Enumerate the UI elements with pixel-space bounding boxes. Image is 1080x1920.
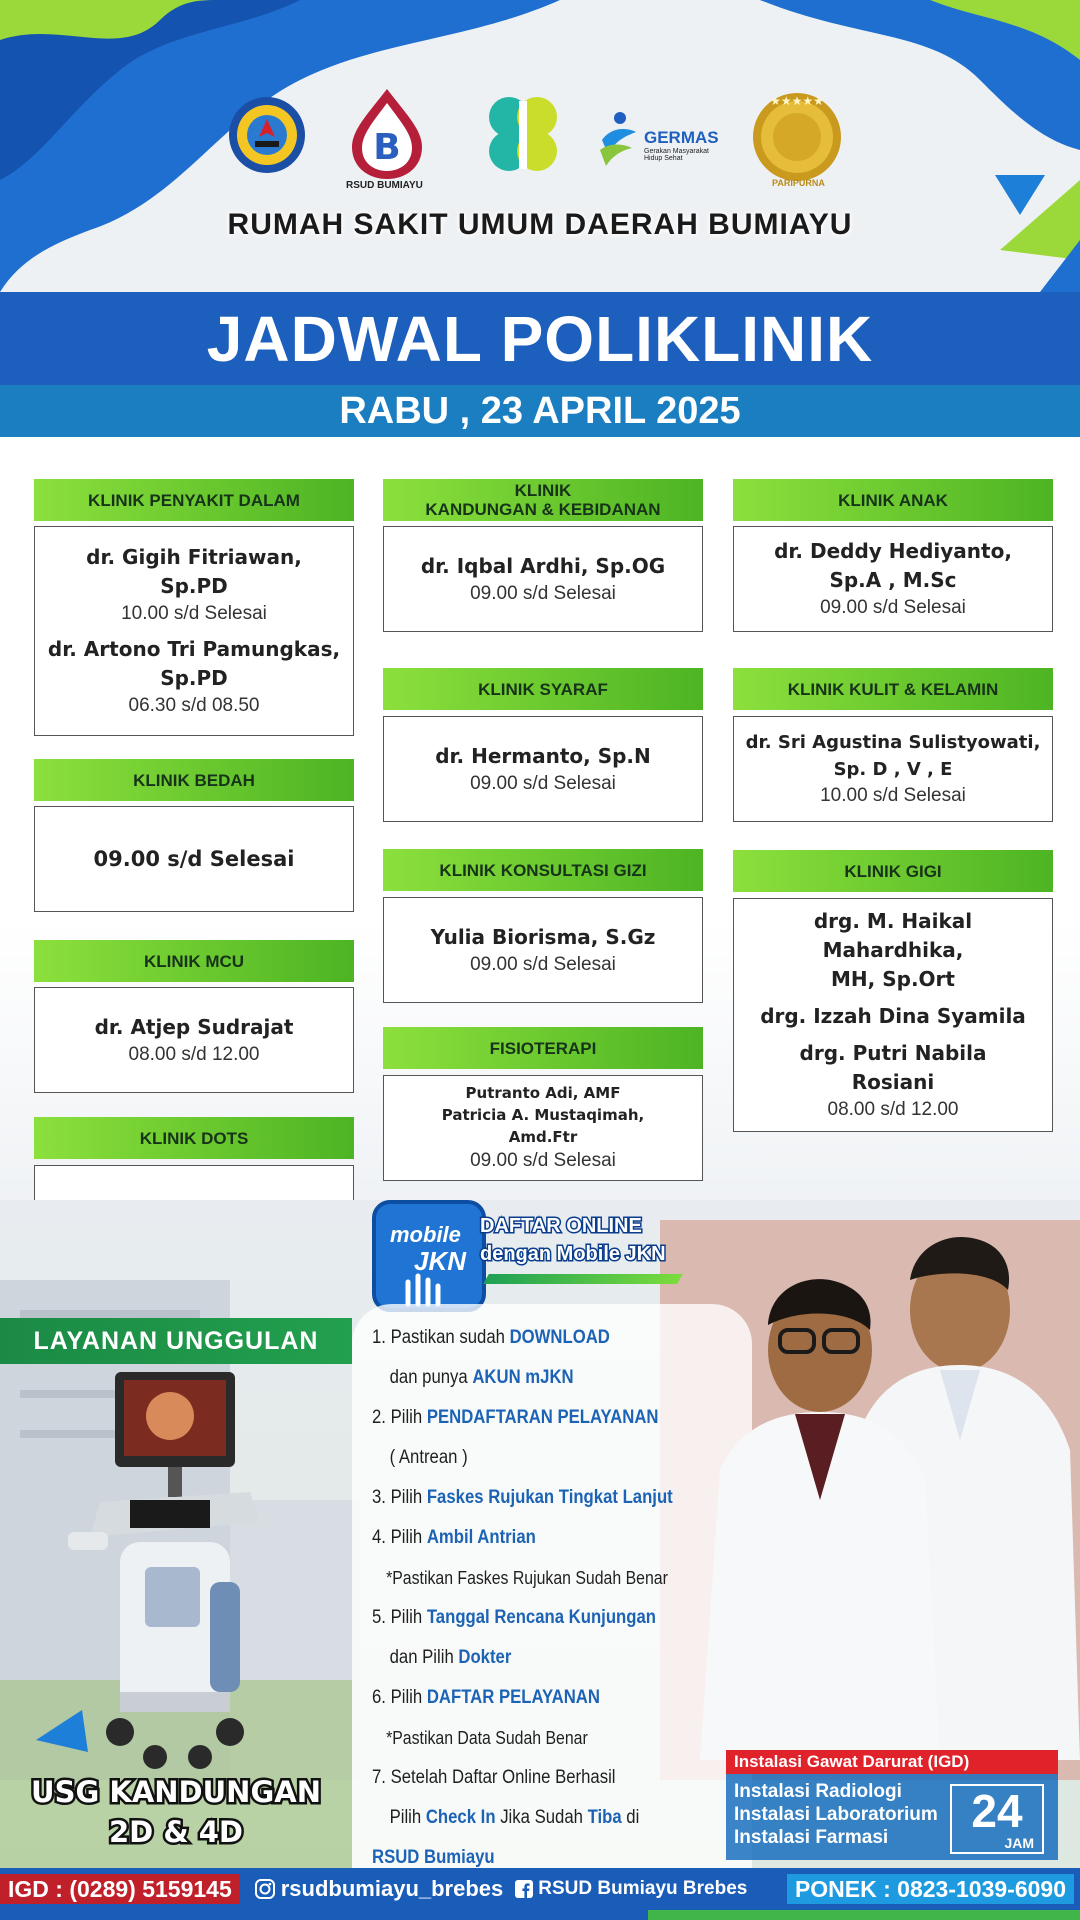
doctor-name: dr. Hermanto, Sp.N — [435, 743, 651, 768]
doctor-name: dr. Gigih Fitriawan, — [86, 545, 302, 569]
installation-list: Instalasi Radiologi Instalasi Laboratorium Instalasi Farmasi — [734, 1781, 938, 1848]
clinic-header-kulit: KLINIK KULIT & KELAMIN — [733, 668, 1053, 710]
registration-steps — [372, 1318, 706, 1868]
schedule-time: 10.00 s/d Selesai — [121, 603, 267, 624]
igd-panel-header: Instalasi Gawat Darurat (IGD) — [726, 1750, 1058, 1774]
clinic-header-fisioterapi: FISIOTERAPI — [383, 1027, 703, 1069]
schedule-time: 09.00 s/d Selesai — [470, 953, 616, 975]
step-line: Pilih Check In Jika Sudah Tiba di — [389, 1807, 640, 1828]
doctor-name: drg. Putri Nabila — [799, 1041, 987, 1065]
clinic-card-syaraf — [383, 716, 703, 822]
step-note: *Pastikan Faskes Rujukan Sudah Benar — [386, 1568, 668, 1588]
schedule-time: 09.00 s/d Selesai — [470, 582, 616, 604]
step-line: dan punya AKUN mJKN — [389, 1367, 574, 1388]
page-title: JADWAL POLIKLINIK — [206, 302, 874, 375]
doctor-name: dr. Artono Tri Pamungkas, — [47, 637, 341, 661]
schedule-time: 09.00 s/d Selesai — [470, 772, 616, 794]
step-line: 2. Pilih PENDAFTARAN PELAYANAN — [372, 1407, 659, 1428]
clinic-header-bedah: KLINIK BEDAH — [34, 759, 354, 801]
clinic-card-anak — [733, 526, 1053, 632]
doctor-name: drg. M. Haikal Mahardhika, — [813, 909, 973, 962]
clinic-card-bedah — [34, 806, 354, 912]
staff-name: Putranto Adi, AMF — [465, 1084, 621, 1102]
step-line: ( Antrean ) — [389, 1447, 468, 1468]
doctors-photo — [690, 1200, 1080, 1760]
doctor-name: Yulia Biorisma, S.Gz — [430, 924, 656, 949]
instagram-handle: rsudbumiayu_brebes — [254, 1876, 504, 1902]
schedule-date: RABU , 23 APRIL 2025 — [339, 389, 741, 432]
bottom-section — [0, 1200, 1080, 1868]
facebook-icon — [515, 1880, 533, 1898]
clinic-card-gigi — [733, 898, 1053, 1132]
doctor-name: dr. Atjep Sudrajat — [94, 1014, 294, 1039]
step-line: 4. Pilih Ambil Antrian — [372, 1527, 536, 1548]
svg-text:B: B — [373, 127, 401, 168]
step-line: 7. Setelah Daftar Online Berhasil — [372, 1767, 616, 1788]
clinic-header-mcu: KLINIK MCU — [34, 940, 354, 982]
step-line: 6. Pilih DAFTAR PELAYANAN — [372, 1687, 600, 1708]
facebook-page: RSUD Bumiayu Brebes — [515, 1878, 747, 1900]
step-line: 3. Pilih Faskes Rujukan Tingkat Lanjut — [372, 1487, 673, 1508]
doctor-title: Sp.A , M.Sc — [829, 568, 957, 592]
clinic-card-kandungan — [383, 526, 703, 632]
clinic-header-gigi: KLINIK GIGI — [733, 850, 1053, 892]
usg-caption: USG KANDUNGAN 2D & 4D — [31, 1775, 321, 1849]
clinic-card-mcu — [34, 987, 354, 1093]
ultrasound-machine-icon — [60, 1372, 300, 1772]
hours-badge: 24 JAM — [950, 1784, 1044, 1854]
hand-tap-icon — [400, 1268, 460, 1308]
doctor-name: dr. Iqbal Ardhi, Sp.OG — [420, 553, 666, 578]
regency-emblem-icon — [212, 80, 322, 190]
header — [0, 0, 1080, 292]
footer-stripe — [0, 1910, 1080, 1920]
mobile-jkn-logo-icon: mobile JKN — [372, 1200, 486, 1312]
schedule-time: 08.00 s/d 12.00 — [128, 1043, 260, 1065]
svg-text:★★★★★: ★★★★★ — [770, 94, 824, 108]
clinic-header-anak: KLINIK ANAK — [733, 479, 1053, 521]
doctor-title: Sp. D , V , E — [833, 759, 953, 780]
layanan-unggulan-banner: LAYANAN UNGGULAN — [0, 1318, 352, 1364]
rsud-bumiayu-logo-icon: B RSUD BUMIAYU — [332, 80, 442, 190]
staff-name: Patricia A. Mustaqimah, — [441, 1106, 645, 1124]
clinic-header-kandungan: KLINIK KANDUNGAN & KEBIDANAN — [383, 479, 703, 521]
schedule-time: 10.00 s/d Selesai — [820, 785, 966, 806]
doctor-title: Sp.PD — [160, 574, 228, 598]
doctor-title: Sp.PD — [160, 666, 228, 690]
doctor-name: dr. Deddy Hediyanto, — [774, 539, 1012, 563]
schedule-time: 06.30 s/d 08.50 — [128, 695, 260, 716]
clinic-header-gizi: KLINIK KONSULTASI GIZI — [383, 849, 703, 891]
clinic-card-penyakit-dalam — [34, 526, 354, 736]
germas-logo-icon: GERMAS Gerakan Masyarakat Hidup Sehat — [598, 80, 722, 190]
schedule-time: 09.00 s/d Selesai — [820, 597, 966, 618]
paripurna-badge-icon: ★★★★★ PARIPURNA — [742, 80, 852, 190]
step-line: RSUD Bumiayu — [372, 1847, 495, 1868]
schedule-time: 09.00 s/d Selesai — [93, 847, 295, 871]
date-band — [0, 385, 1080, 437]
staff-title: Amd.Ftr — [508, 1128, 578, 1146]
hospital-name: RUMAH SAKIT UMUM DAERAH BUMIAYU — [227, 208, 853, 241]
doctor-name: dr. Sri Agustina Sulistyowati, — [745, 732, 1041, 753]
ponek-phone: PONEK : 0823-1039-6090 — [787, 1874, 1074, 1904]
doctor-name: drg. Izzah Dina Syamila — [760, 1004, 1026, 1028]
clinic-card-kulit — [733, 716, 1053, 822]
kemenkes-logo-icon — [468, 80, 578, 190]
step-note: *Pastikan Data Sudah Benar — [386, 1728, 588, 1748]
schedule-time: 08.00 s/d 12.00 — [827, 1099, 959, 1120]
igd-phone: IGD : (0289) 5159145 — [0, 1874, 240, 1904]
step-line: 5. Pilih Tanggal Rencana Kunjungan — [372, 1607, 656, 1628]
clinic-header-penyakit-dalam: KLINIK PENYAKIT DALAM — [34, 479, 354, 521]
clinic-card-gizi — [383, 897, 703, 1003]
schedule-time: 09.00 s/d Selesai — [470, 1150, 616, 1171]
clinic-card-fisioterapi — [383, 1075, 703, 1181]
title-band — [0, 292, 1080, 385]
clinic-header-dots: KLINIK DOTS — [34, 1117, 354, 1159]
footer — [0, 1868, 1080, 1910]
instagram-icon — [254, 1878, 276, 1900]
doctor-name: Rosiani — [851, 1070, 935, 1094]
daftar-underline — [483, 1274, 683, 1284]
doctor-title: MH, Sp.Ort — [831, 967, 955, 991]
step-line: dan Pilih Dokter — [389, 1647, 512, 1668]
daftar-online-heading: DAFTAR ONLINE dengan Mobile JKN — [480, 1215, 666, 1265]
step-line: 1. Pastikan sudah DOWNLOAD — [372, 1327, 610, 1348]
clinic-header-syaraf: KLINIK SYARAF — [383, 668, 703, 710]
